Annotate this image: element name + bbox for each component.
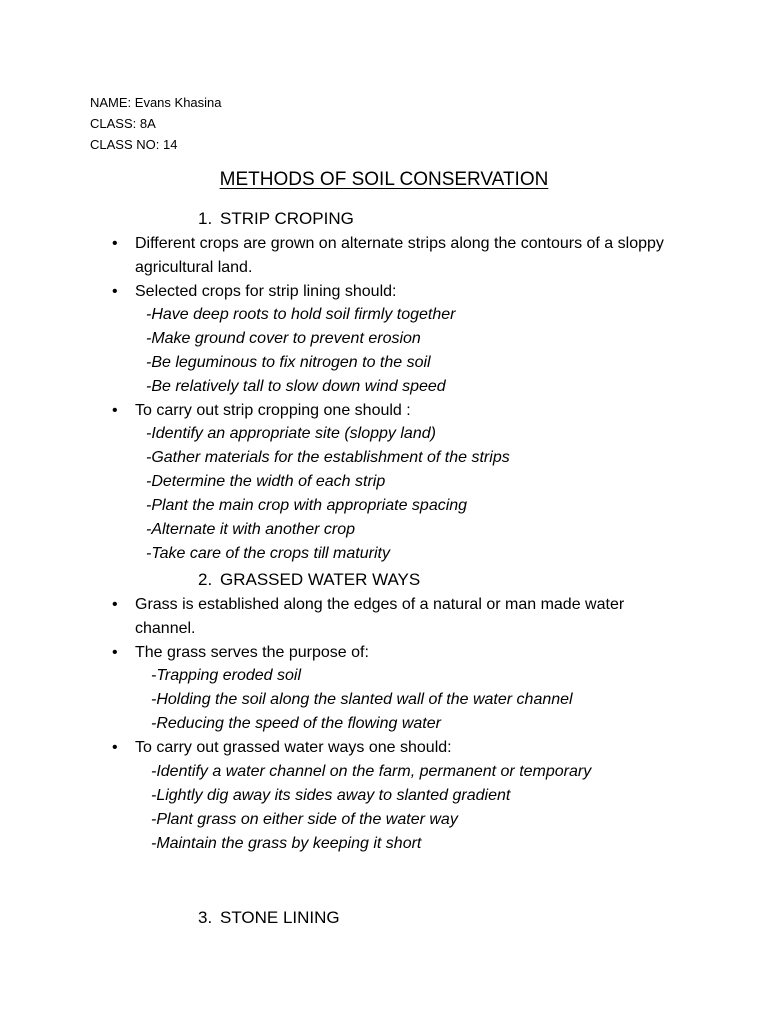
section-heading-grassed-water-ways: [198, 570, 420, 590]
sub-item: -Identify a water channel on the farm, permanent or temporary: [151, 763, 592, 780]
bullet-text: channel.: [135, 620, 196, 637]
bullet-text: The grass serves the purpose of:: [135, 644, 369, 661]
bullet-text: Different crops are grown on alternate strips along the contours of a sloppy: [135, 235, 664, 252]
bullet-text: To carry out strip cropping one should :: [135, 402, 411, 419]
bullet-icon: •: [112, 283, 118, 300]
bullet-text: Selected crops for strip lining should:: [135, 283, 397, 300]
bullet-icon: •: [112, 596, 118, 613]
student-name: NAME: Evans Khasina: [90, 95, 222, 110]
section-title: GRASSED WATER WAYS: [220, 570, 421, 589]
sub-item: -Plant grass on either side of the water way: [151, 811, 458, 828]
sub-item: -Lightly dig away its sides away to slanted gradient: [151, 787, 511, 804]
section-title: STRIP CROPING: [220, 209, 354, 228]
bullet-text: To carry out grassed water ways one should:: [135, 739, 452, 756]
bullet-icon: •: [112, 235, 118, 252]
bullet-text: Grass is established along the edges of a natural or man made water: [135, 596, 625, 613]
section-heading-stone-lining: [198, 908, 340, 928]
sub-item: -Be relatively tall to slow down wind speed: [146, 378, 446, 395]
section-number: 2.: [198, 570, 213, 589]
bullet-text: agricultural land.: [135, 259, 253, 276]
sub-item: -Holding the soil along the slanted wall of the water channel: [151, 691, 573, 708]
sub-item: -Reducing the speed of the flowing water: [151, 715, 441, 732]
student-class-number: CLASS NO: 14: [90, 137, 178, 152]
sub-item: -Maintain the grass by keeping it short: [151, 835, 422, 852]
sub-item: -Determine the width of each strip: [146, 473, 386, 490]
sub-item: -Identify an appropriate site (sloppy land): [146, 425, 436, 442]
section-heading-strip-croping: [198, 209, 354, 229]
sub-item: -Plant the main crop with appropriate spacing: [146, 497, 468, 514]
section-title: STONE LINING: [220, 908, 340, 927]
sub-item: -Take care of the crops till maturity: [146, 545, 390, 562]
sub-item: -Trapping eroded soil: [151, 667, 302, 684]
sub-item: -Alternate it with another crop: [146, 521, 355, 538]
page-title: METHODS OF SOIL CONSERVATION: [219, 169, 549, 190]
bullet-icon: •: [112, 739, 118, 756]
section-number: 1.: [198, 209, 213, 228]
bullet-icon: •: [112, 644, 118, 661]
section-number: 3.: [198, 908, 213, 927]
bullet-icon: •: [112, 402, 118, 419]
sub-item: -Gather materials for the establishment of the strips: [146, 449, 510, 466]
sub-item: -Have deep roots to hold soil firmly together: [146, 306, 456, 323]
student-class: CLASS: 8A: [90, 116, 156, 131]
sub-item: -Make ground cover to prevent erosion: [146, 330, 421, 347]
sub-item: -Be leguminous to fix nitrogen to the soil: [146, 354, 431, 371]
